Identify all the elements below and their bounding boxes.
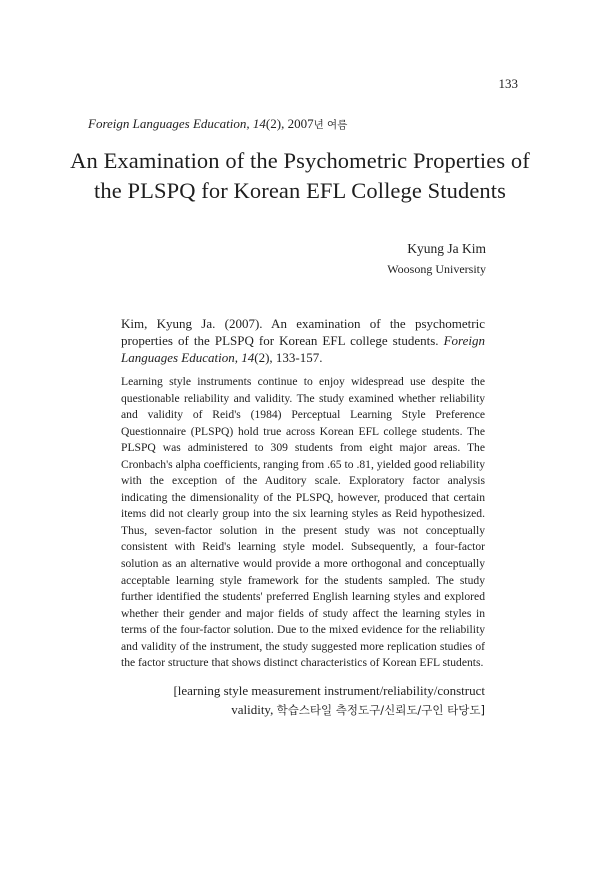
journal-header (88, 116, 347, 132)
page-number: 133 (498, 76, 518, 91)
journal-name: Foreign Languages Education, (88, 116, 250, 131)
citation-text: Kim, Kyung Ja. (2007). An examination of the psychometric properties of the PLSPQ for Korean EFL college students. (121, 316, 485, 348)
abstract: Learning style instruments continue to enjoy widespread use despite the questionable reliability and validity. The study examined whether reliability and validity of Reid's (1984) Perceptual Learning Style Preference Questionnaire (PLSPQ) hold true across Korean EFL college students. The PLSPQ was administered to 309 students from eight major areas. The Cronbach's alpha coefficients, ranging from .65 to .81, yielded good reliability with the exception of the Auditory scale. Exploratory factor analysis indicating the dimensionality of the PLSPQ, however, produced that certain items did not clearly group into the six learning styles as Reid hypothesized. Thus, seven-factor solution in the present study was not conceptually consistent with Reid's learning style model. Subsequently, a four-factor solution as an alternative would provide a more orthogonal and conceptually acceptable learning style framework for the students sampled. The study further identified the students' preferred English learning styles and explored whether their gender and major fields of study affect the learning styles in terms of the four-factor solution. Due to the mixed evidence for the reliability and validity of the instrument, the study suggested more replication studies of the factor structure that shows distinct characteristics of Korean EFL students. (121, 375, 485, 670)
keywords-line-2 (125, 700, 485, 720)
keywords-line-1: [learning style measurement instrument/reliability/construct (173, 683, 485, 698)
journal-issue: (2), (265, 116, 285, 131)
paper-title-line-1: An Examination of the Psychometric Properties of (70, 148, 530, 173)
citation (121, 315, 485, 366)
citation-journal: Foreign Languages Education, 14 (121, 333, 486, 365)
journal-season: 년 여름 (313, 119, 348, 131)
citation-pages: (2), 133-157. (254, 350, 323, 365)
keywords-line-2-korean: 학습스타일 측정도구/신뢰도/구인 타당도] (276, 703, 485, 717)
journal-volume: 14 (252, 116, 266, 131)
journal-year: 2007 (287, 116, 314, 131)
keywords (125, 681, 485, 720)
author-affiliation: Woosong University (387, 262, 486, 276)
paper-title (60, 146, 540, 206)
keywords-line-2-english: validity, (231, 702, 277, 717)
author-name: Kyung Ja Kim (407, 241, 486, 256)
paper-title-line-2: the PLSPQ for Korean EFL College Students (94, 178, 506, 203)
